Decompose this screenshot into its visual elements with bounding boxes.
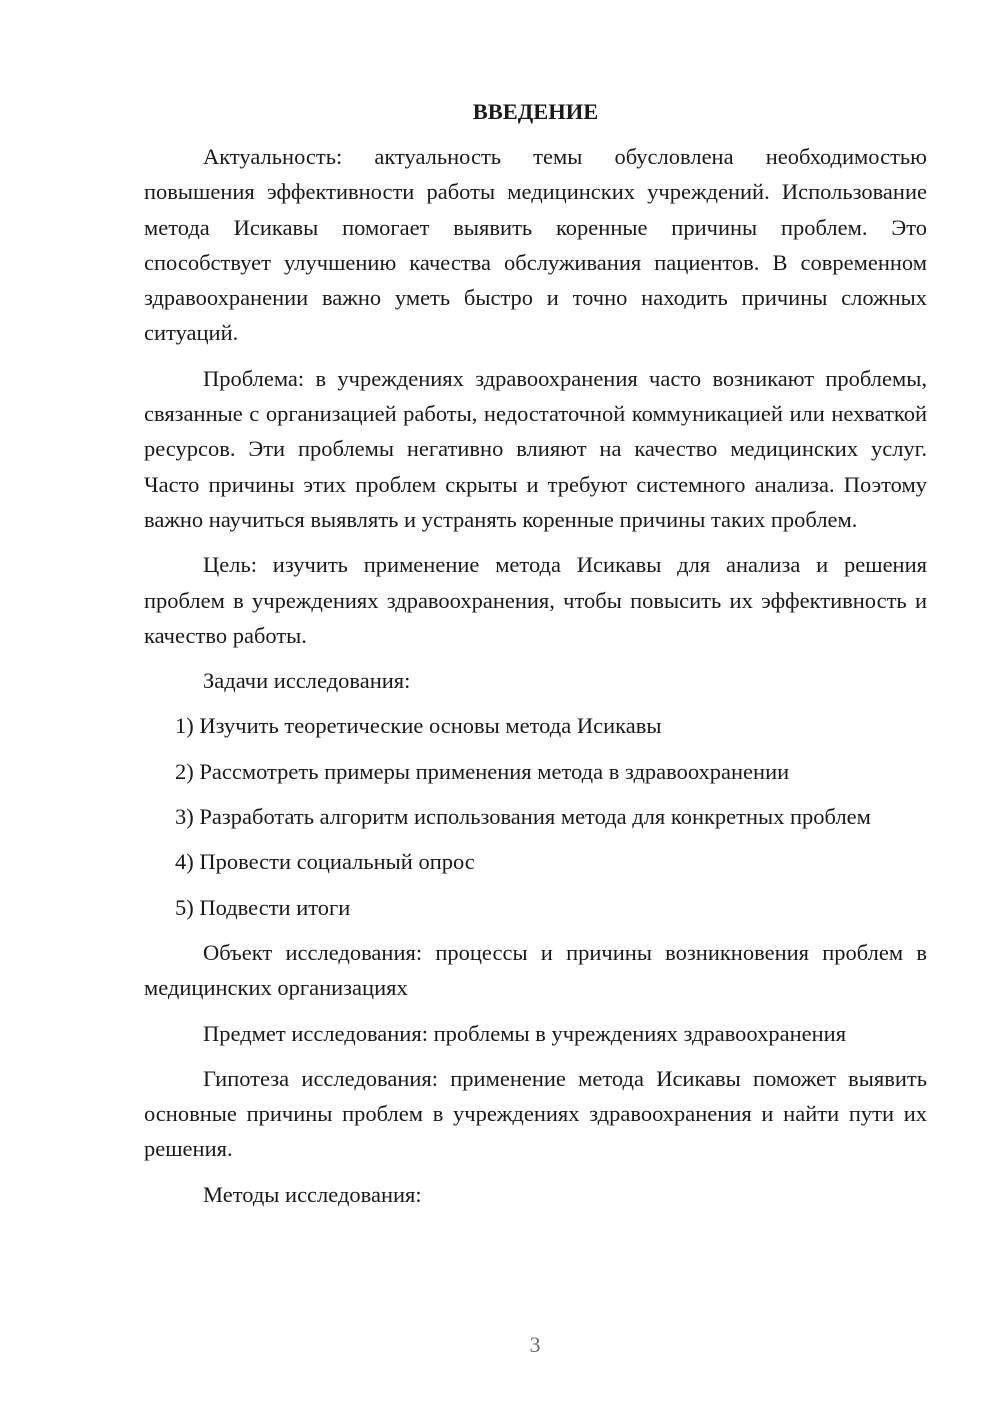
task-item-3: 3) Разработать алгоритм использования метода для конкретных проблем [175, 804, 871, 830]
page-number: 3 [529, 1332, 541, 1357]
paragraph-relevance: Актуальность: актуальность темы обусловлена необходимостью повышения эффективности работы медицинских учреждений. Использование метода Исикавы помогает выявить коренные причины проблем. Это способствует улучшению качества обслуживания пациентов. В современном здравоохранении важно уметь быстро и точно находить причины сложных ситуаций. [144, 144, 927, 346]
document-body [144, 94, 927, 1222]
tasks-heading: Задачи исследования: [203, 668, 411, 694]
paragraph-hypothesis: Гипотеза исследования: применение метода Исикавы поможет выявить основные причины проблем в учреждениях здравоохранения и найти пути их решения. [144, 1065, 927, 1162]
section-title: ВВЕДЕНИЕ [472, 99, 599, 124]
paragraph-object: Объект исследования: процессы и причины возникновения проблем в медицинских организациях [144, 939, 927, 1001]
methods-heading: Методы исследования: [203, 1181, 422, 1207]
task-item-5: 5) Подвести итоги [175, 894, 351, 920]
task-item-1: 1) Изучить теоретические основы метода Исикавы [175, 713, 662, 739]
task-item-2: 2) Рассмотреть примеры применения метода в здравоохранении [175, 758, 790, 784]
paragraph-problem: Проблема: в учреждениях здравоохранения часто возникают проблемы, связанные с организацией работы, недостаточной коммуникацией или нехваткой ресурсов. Эти проблемы негативно влияют на качество медицинских услуг. Часто причины этих проблем скрыты и требуют системного анализа. Поэтому важно научиться выявлять и устранять коренные причины таких проблем. [144, 365, 927, 532]
paragraph-goal: Цель: изучить применение метода Исикавы для анализа и решения проблем в учреждениях здравоохранения, чтобы повысить их эффективность и качество работы. [144, 552, 927, 648]
paragraph-subject: Предмет исследования: проблемы в учреждениях здравоохранения [203, 1020, 847, 1046]
task-item-4: 4) Провести социальный опрос [175, 849, 475, 875]
